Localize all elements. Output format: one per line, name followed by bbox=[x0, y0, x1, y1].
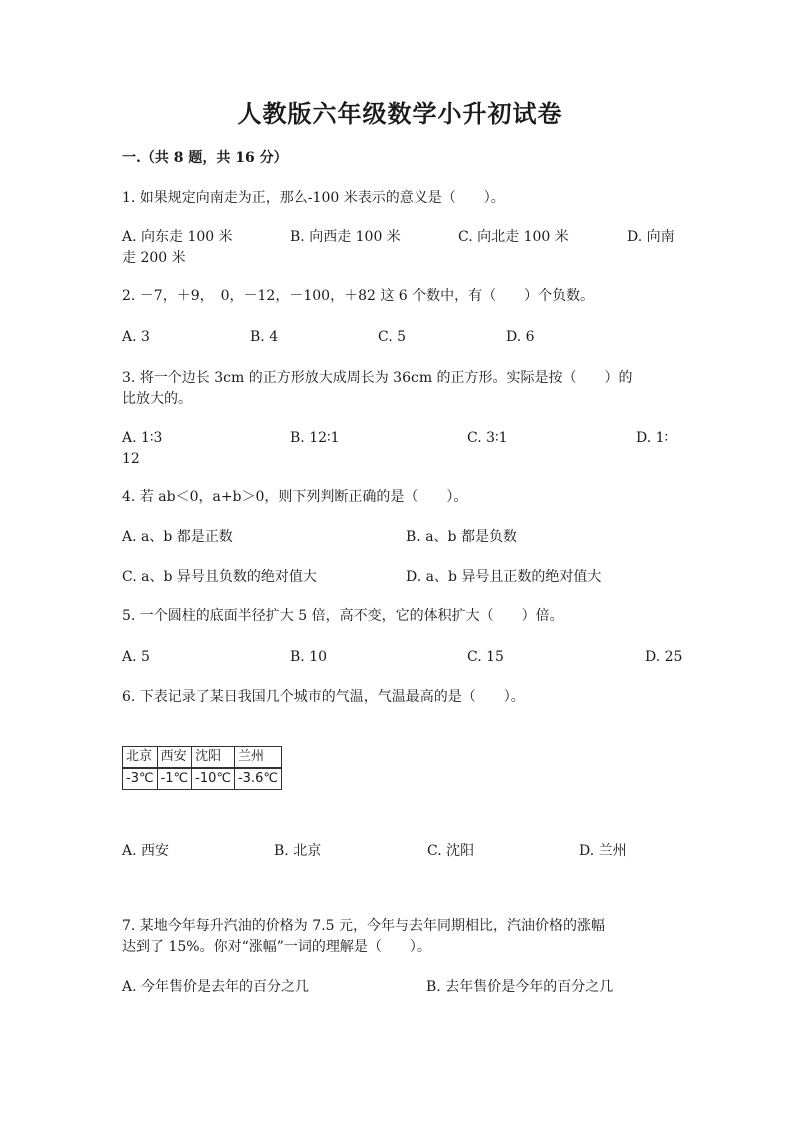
question-stem-line-2: 比放大的。 bbox=[122, 391, 192, 407]
question-stem: 4. 若 ab＜0，a+b＞0，则下列判断正确的是（ ）。 bbox=[122, 489, 468, 505]
option-b: B. 12∶1 bbox=[290, 430, 340, 446]
option-d: D. 6 bbox=[506, 329, 535, 345]
option-d: D. 兰州 bbox=[579, 843, 627, 859]
option-c: C. 向北走 100 米 bbox=[458, 229, 569, 245]
table-cell: 兰州 bbox=[234, 747, 281, 769]
option-d: D. 1∶ bbox=[636, 430, 669, 446]
option-b: B. 4 bbox=[250, 329, 279, 345]
option-d-wrap: 走 200 米 bbox=[122, 250, 186, 266]
question-stem-line-2: 达到了 15%。你对“涨幅”一词的理解是（ ）。 bbox=[122, 939, 431, 955]
option-a: A. 1∶3 bbox=[122, 430, 163, 446]
table-cell: -10℃ bbox=[192, 768, 235, 790]
option-a: A. 今年售价是去年的百分之几 bbox=[122, 979, 310, 995]
temperature-table bbox=[122, 746, 282, 790]
option-b: B. 向西走 100 米 bbox=[290, 229, 401, 245]
table-header-row bbox=[123, 747, 282, 769]
question-stem-line-1: 3. 将一个边长 3cm 的正方形放大成周长为 36cm 的正方形。实际是按（ ）的 bbox=[122, 370, 633, 386]
page-title: 人教版六年级数学小升初试卷 bbox=[237, 99, 563, 128]
table-cell: -1℃ bbox=[157, 768, 192, 790]
question-stem-line-1: 7. 某地今年每升汽油的价格为 7.5 元，今年与去年同期相比，汽油价格的涨幅 bbox=[122, 918, 605, 934]
question-stem: 1. 如果规定向南走为正，那么-100 米表示的意义是（ ）。 bbox=[122, 190, 505, 206]
option-a: A. 5 bbox=[122, 649, 150, 665]
question-stem: 6. 下表记录了某日我国几个城市的气温，气温最高的是（ ）。 bbox=[122, 689, 525, 705]
option-d-wrap: 12 bbox=[122, 451, 140, 467]
option-c: C. 3∶1 bbox=[467, 430, 508, 446]
option-a: A. 3 bbox=[122, 329, 150, 345]
option-c: C. a、b 异号且负数的绝对值大 bbox=[122, 569, 317, 585]
option-c: C. 沈阳 bbox=[427, 843, 475, 859]
option-d: D. 向南 bbox=[627, 229, 675, 245]
option-a: A. 向东走 100 米 bbox=[122, 229, 233, 245]
table-cell: -3.6℃ bbox=[234, 768, 281, 790]
option-c: C. 15 bbox=[467, 649, 504, 665]
option-c: C. 5 bbox=[378, 329, 407, 345]
option-d: D. a、b 异号且正数的绝对值大 bbox=[406, 569, 602, 585]
option-b: B. 10 bbox=[290, 649, 328, 665]
table-row bbox=[123, 768, 282, 790]
option-d: D. 25 bbox=[645, 649, 683, 665]
table-cell: -3℃ bbox=[123, 768, 158, 790]
table-cell: 沈阳 bbox=[192, 747, 235, 769]
option-b: B. 北京 bbox=[274, 843, 322, 859]
option-b: B. a、b 都是负数 bbox=[406, 529, 517, 545]
question-stem: 5. 一个圆柱的底面半径扩大 5 倍，高不变，它的体积扩大（ ）倍。 bbox=[122, 608, 564, 624]
question-stem: 2. －7，＋9， 0，－12，－100，＋82 这 6 个数中，有（ ）个负数。 bbox=[122, 288, 595, 304]
option-a: A. a、b 都是正数 bbox=[122, 529, 233, 545]
table-cell: 北京 bbox=[123, 747, 158, 769]
section-heading: 一.（共 8 题，共 16 分） bbox=[122, 150, 288, 166]
option-a: A. 西安 bbox=[122, 843, 170, 859]
table-cell: 西安 bbox=[157, 747, 192, 769]
option-b: B. 去年售价是今年的百分之几 bbox=[426, 979, 614, 995]
